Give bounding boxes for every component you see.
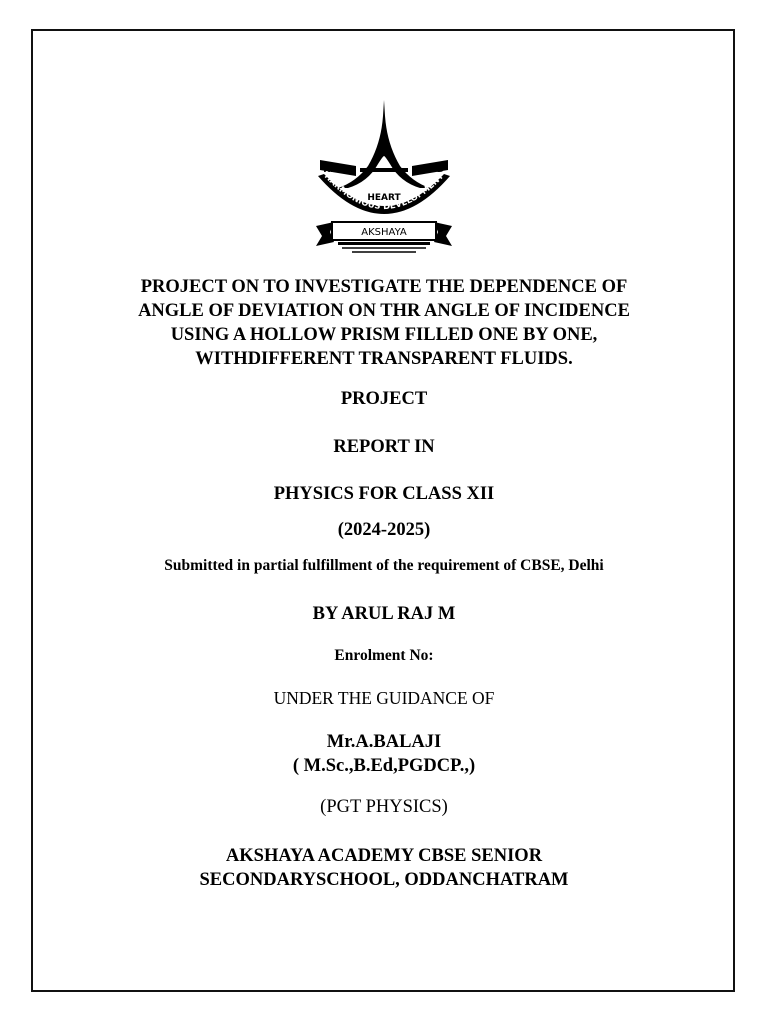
guidance-label: UNDER THE GUIDANCE OF [273,688,495,708]
school-logo [312,96,456,258]
school-name-line-1: AKSHAYA ACADEMY CBSE SENIOR [225,846,543,866]
logo-banner-text: AKSHAYA [361,227,407,238]
guide-qualifications: ( M.Sc.,B.Ed,PGDCP.,) [292,756,476,776]
logo-word-head: HEAD [415,165,445,175]
report-in-label: REPORT IN [333,437,435,457]
guide-name: Mr.A.BALAJI [326,732,442,752]
title-line: USING A HOLLOW PRISM FILLED ONE BY ONE, [170,325,598,345]
guide-position: (PGT PHYSICS) [320,797,448,817]
subject-label: PHYSICS FOR CLASS XII [273,484,495,504]
logo-arc-text: HARMONIOUS DEVELOPMENT [321,171,447,213]
academic-year: (2024-2025) [337,520,431,540]
logo-word-heart: HEART [367,193,401,203]
enrolment-number: Enrolment No: [334,647,434,664]
title-line: ANGLE OF DEVIATION ON THR ANGLE OF INCIDENCE [138,301,630,321]
title-line: PROJECT ON TO INVESTIGATE THE DEPENDENCE OF [140,277,628,297]
title-line: WITHDIFFERENT TRANSPARENT FLUIDS. [195,349,573,369]
author-name: BY ARUL RAJ M [312,604,456,624]
project-label: PROJECT [340,389,428,409]
school-name-line-2: SECONDARYSCHOOL, ODDANCHATRAM [199,870,569,890]
submission-statement: Submitted in partial fulfillment of the requirement of CBSE, Delhi [164,557,604,574]
logo-word-hand: HAND [323,165,353,175]
project-title [0,275,768,371]
